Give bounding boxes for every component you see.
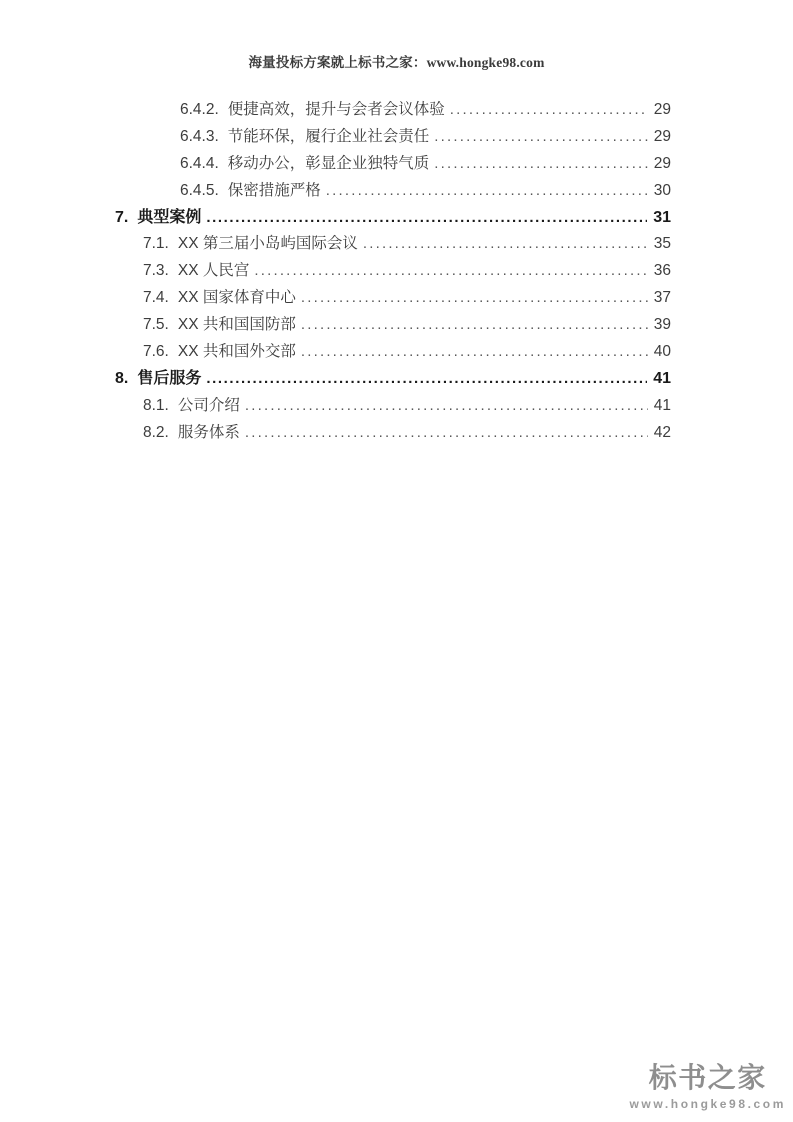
toc-leader-dots [434,151,647,178]
toc-entry[interactable] [115,231,671,258]
toc-entry-label: XX 共和国外交部 [177,343,296,361]
toc-entry-label: 典型案例 [137,208,202,226]
toc-entry-page: 36 [653,262,671,280]
footer-watermark [629,1063,786,1111]
toc-entry-number: 7. [115,208,129,226]
toc-entry-number: 7.3. [143,262,169,280]
toc-entry[interactable] [115,420,671,447]
toc-entry-page: 30 [653,181,671,199]
toc-entry-label: 节能环保，履行企业社会责任 [227,127,430,145]
toc-entry[interactable] [115,151,671,178]
toc-entry-page: 29 [653,101,671,118]
table-of-contents [115,97,671,447]
toc-leader-dots [206,366,647,393]
toc-leader-dots [206,205,647,232]
toc-entry-number: 7.5. [143,316,169,334]
toc-leader-dots [245,393,648,420]
toc-entry[interactable] [115,124,671,151]
toc-entry-page: 41 [653,369,671,387]
toc-entry-number: 8.2. [143,423,169,441]
toc-entry[interactable] [115,178,671,205]
brand-logo: 标书之家 [648,1062,767,1094]
toc-entry[interactable] [115,258,671,285]
toc-entry-number: 8.1. [143,396,169,414]
toc-entry-page: 40 [653,343,671,361]
toc-entry-number: 6.4.3. [180,127,219,145]
toc-entry[interactable] [115,205,671,232]
toc-entry-label: 便捷高效，提升与会者会议体验 [227,101,445,118]
toc-entry-number: 7.4. [143,289,169,307]
header-promo-text: 海量投标方案就上标书之家：www.hongke98.com [248,55,545,70]
toc-entry-number: 6.4.4. [180,154,219,172]
toc-entry-page: 35 [653,235,671,253]
page-header [0,51,793,71]
toc-entry-label: 公司介绍 [177,396,240,414]
toc-entry-page: 37 [653,289,671,307]
toc-entry-label: 移动办公，彰显企业独特气质 [227,154,430,172]
toc-entry[interactable] [115,339,671,366]
toc-entry-page: 41 [653,396,671,414]
toc-entry-label: 保密措施严格 [227,181,321,199]
toc-entry-page: 39 [653,316,671,334]
toc-entry-label: 售后服务 [137,369,202,387]
toc-entry[interactable] [115,312,671,339]
toc-entry-label: 服务体系 [177,423,240,441]
toc-leader-dots [434,124,647,151]
toc-entry[interactable] [115,393,671,420]
toc-entry-label: XX 国家体育中心 [177,289,296,307]
toc-leader-dots [326,178,648,205]
toc-entry-number: 8. [115,369,129,387]
toc-entry-number: 7.1. [143,235,169,253]
toc-leader-dots [301,339,648,366]
toc-entry-page: 29 [653,154,671,172]
toc-entry-number: 6.4.5. [180,181,219,199]
toc-entry-label: XX 人民宫 [177,262,250,280]
toc-leader-dots [301,312,648,339]
toc-entry-page: 42 [653,423,671,441]
toc-entry-label: XX 共和国国防部 [177,316,296,334]
toc-entry[interactable] [115,97,671,124]
brand-url-text: www.hongke98.com [629,1097,786,1111]
toc-entry-page: 29 [653,127,671,145]
toc-leader-dots [450,97,648,124]
toc-leader-dots [245,420,648,447]
toc-leader-dots [254,258,647,285]
toc-entry[interactable] [115,366,671,393]
toc-entry-label: XX 第三届小岛屿国际会议 [177,235,358,253]
toc-entry-page: 31 [653,208,671,226]
toc-leader-dots [301,285,648,312]
toc-entry[interactable] [115,285,671,312]
toc-leader-dots [363,231,648,258]
toc-entry-number: 6.4.2. [180,101,219,118]
toc-entry-number: 7.6. [143,343,169,361]
